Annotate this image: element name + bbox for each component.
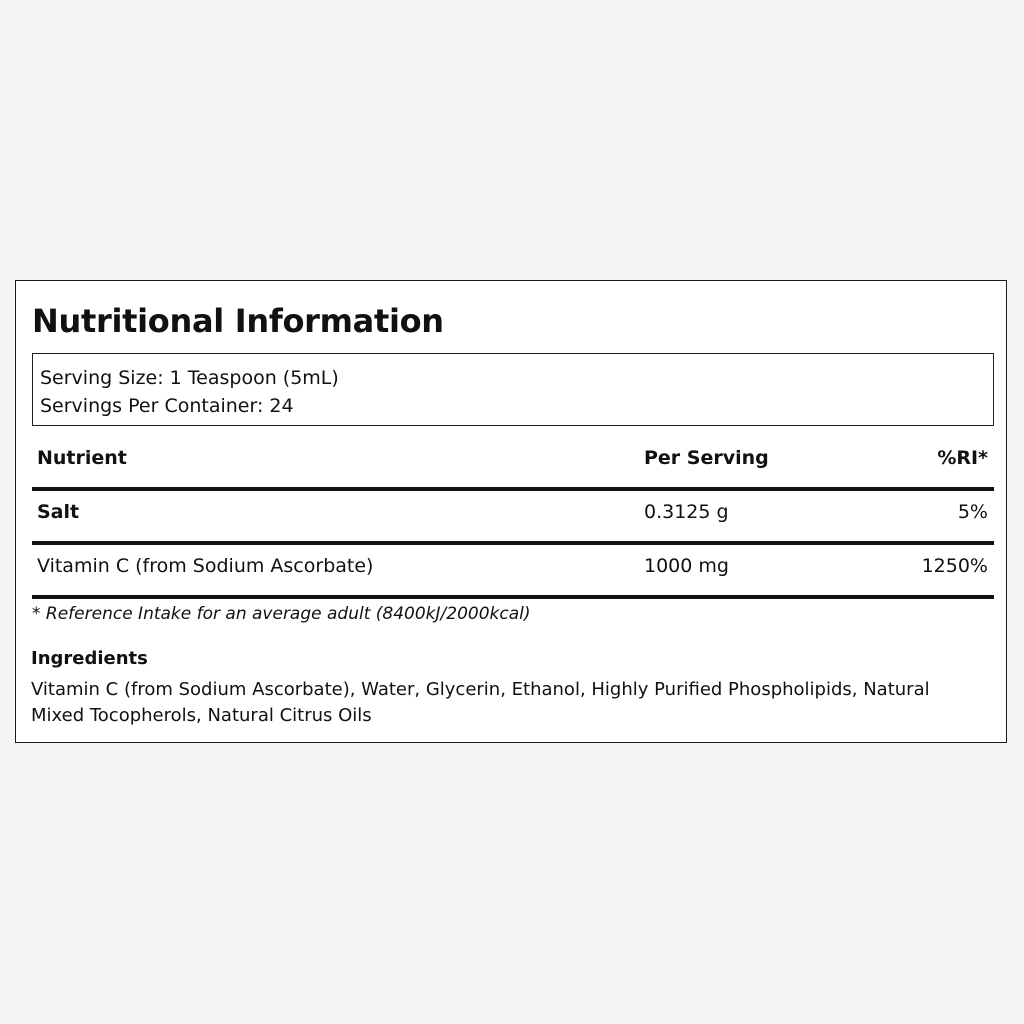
per-serving-value: 1000 mg — [644, 555, 729, 577]
nutrient-name: Salt — [37, 501, 80, 523]
ri-value: 1250% — [921, 555, 988, 577]
table-row — [32, 493, 994, 541]
reference-intake-footnote: * Reference Intake for an average adult (8400kJ/2000kcal) — [32, 604, 531, 624]
servings-per-container-text: Servings Per Container: 24 — [40, 395, 294, 417]
ri-value: 5% — [957, 501, 988, 523]
nutrition-title: Nutritional Information — [32, 302, 444, 340]
header-divider — [32, 487, 994, 491]
header-per-serving: Per Serving — [644, 447, 769, 469]
row-divider — [32, 595, 994, 599]
nutrient-name: Vitamin C (from Sodium Ascorbate) — [37, 555, 374, 577]
ingredients-heading: Ingredients — [31, 648, 148, 669]
per-serving-value: 0.3125 g — [644, 501, 729, 523]
table-header-row — [32, 439, 994, 487]
serving-info-box — [32, 353, 994, 426]
nutrient-table — [32, 439, 994, 601]
table-row — [32, 547, 994, 595]
serving-size-text: Serving Size: 1 Teaspoon (5mL) — [40, 367, 339, 389]
ingredients-text: Vitamin C (from Sodium Ascorbate), Water, Glycerin, Ethanol, Highly Purified Phospholipids, Natural Mixed Tocopherols, Natural Citrus Oils — [31, 679, 930, 726]
nutrition-label-panel — [15, 280, 1007, 743]
row-divider — [32, 541, 994, 545]
header-nutrient: Nutrient — [37, 447, 127, 469]
header-ri: %RI* — [937, 447, 988, 469]
